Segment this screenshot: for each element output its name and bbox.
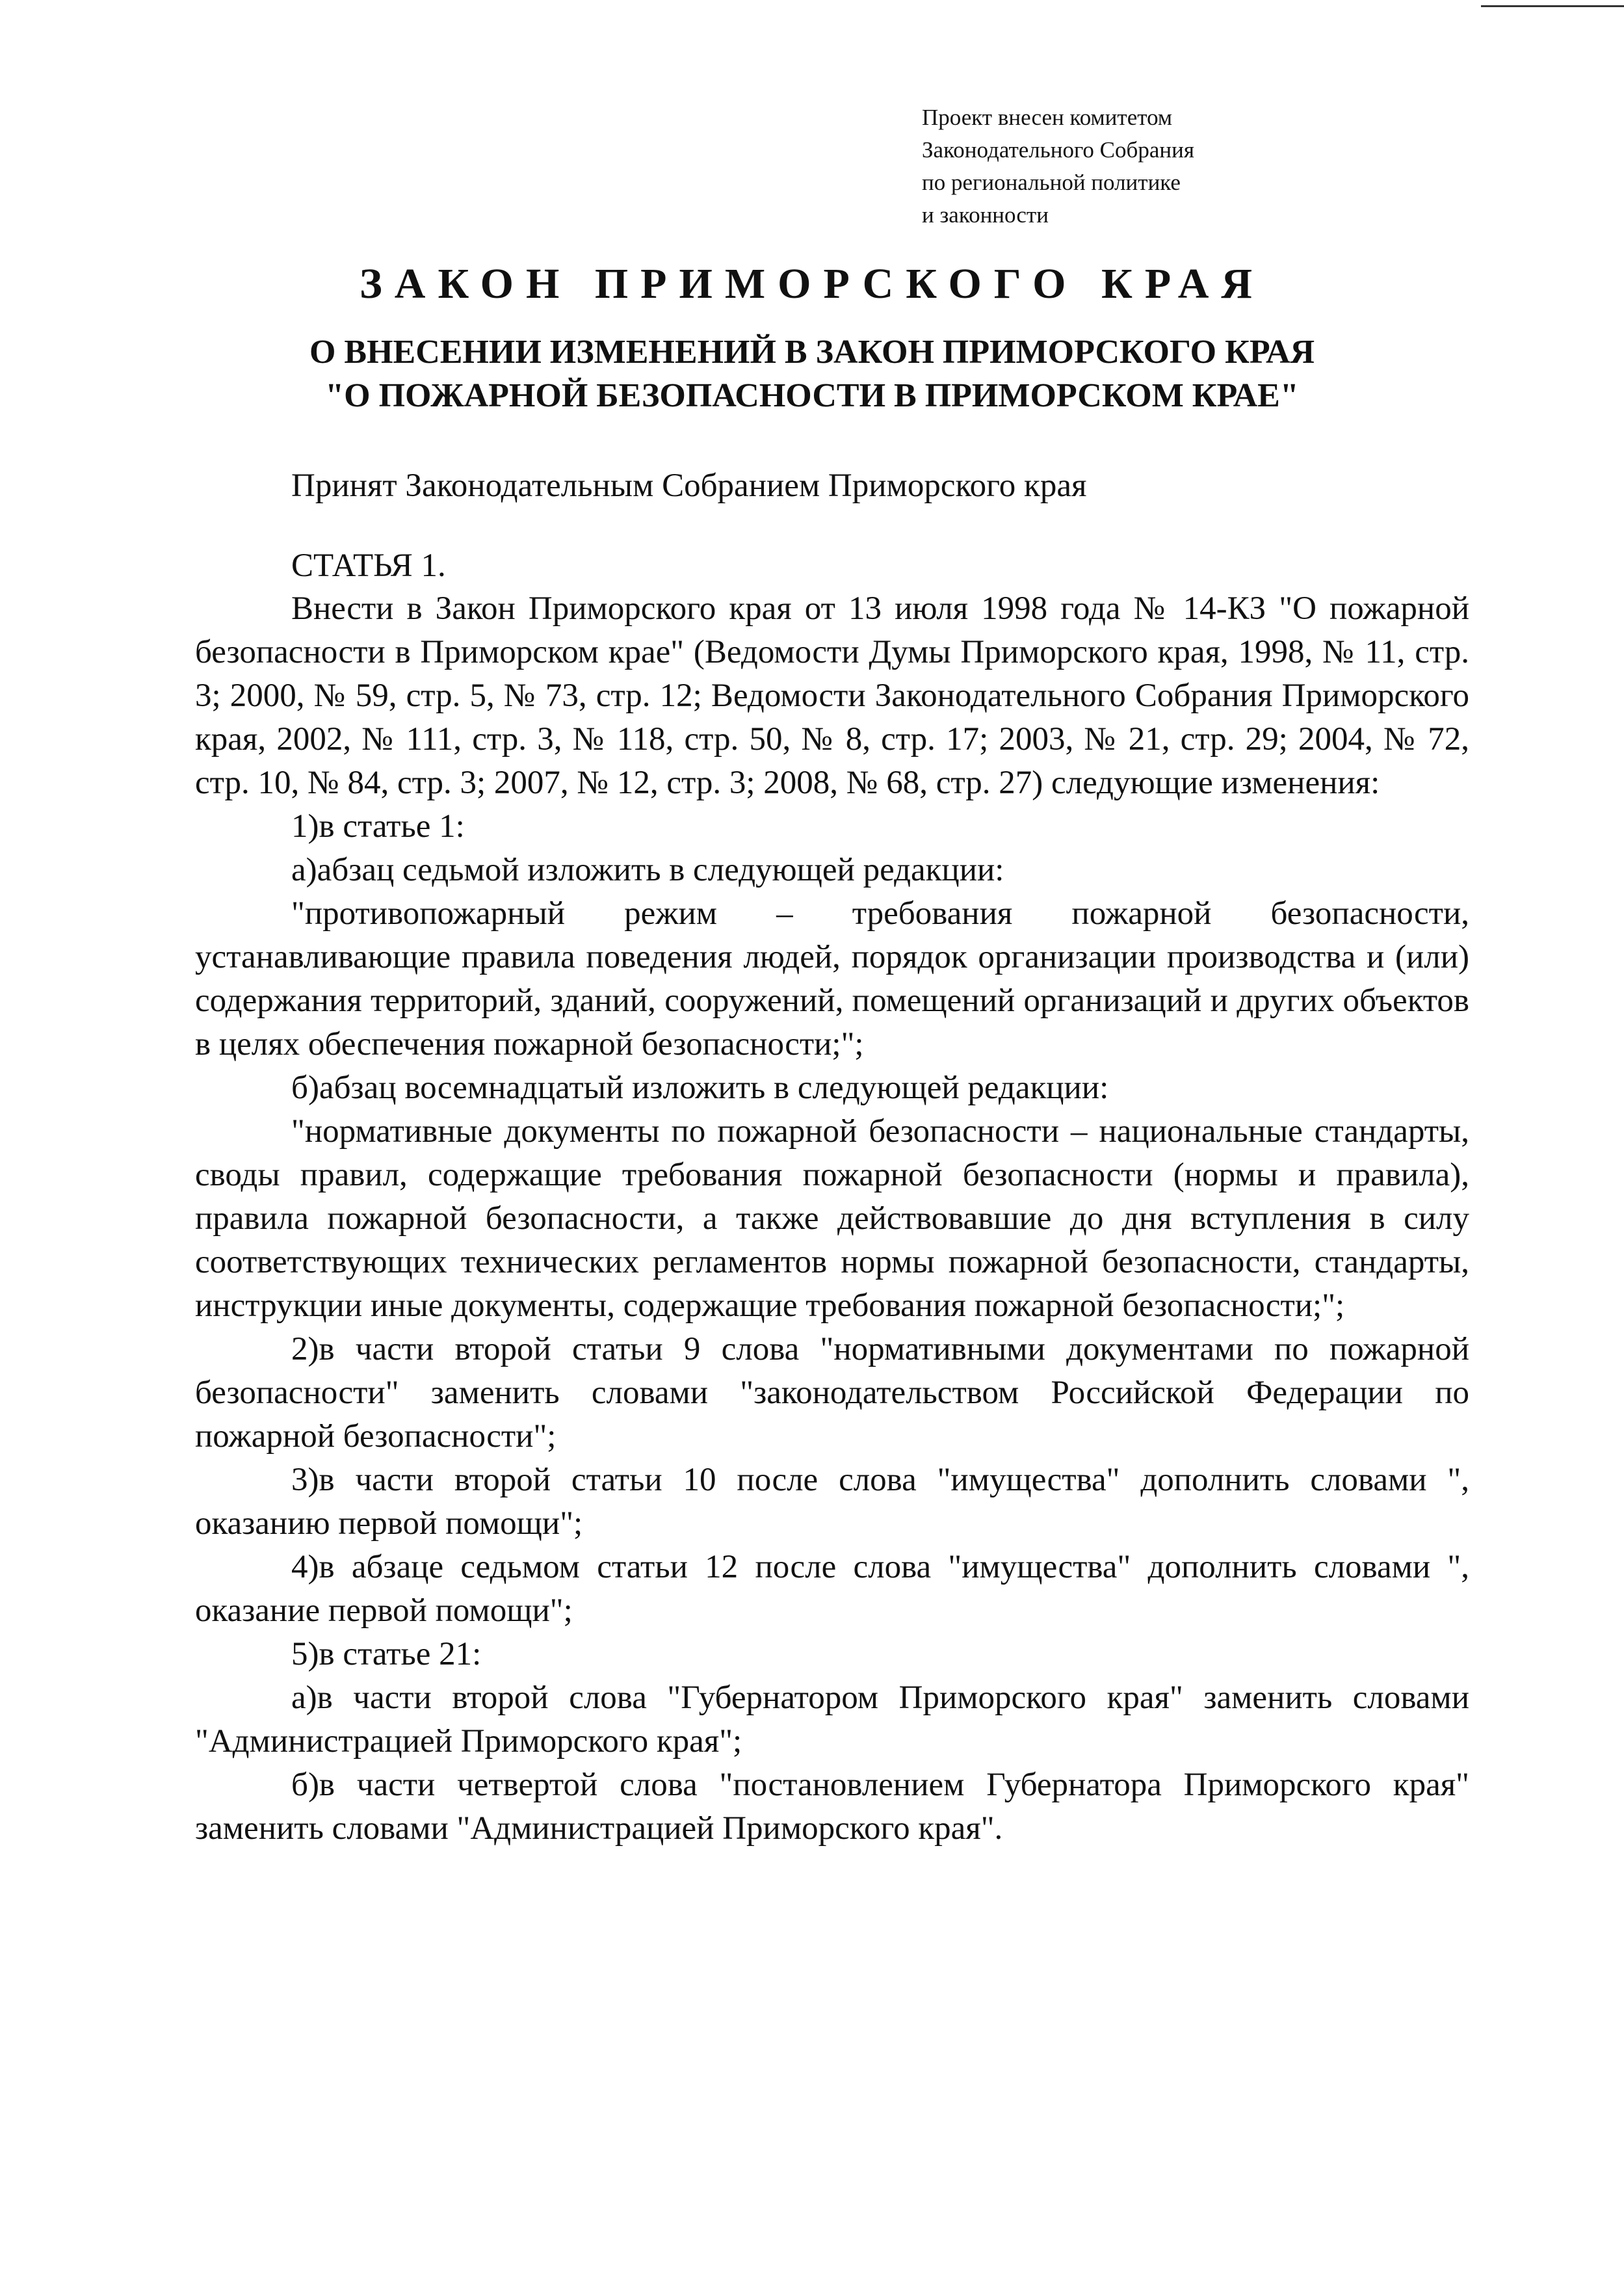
- article-heading: СТАТЬЯ 1.: [291, 547, 446, 584]
- article-paragraph: 5)в статье 21:: [291, 1636, 482, 1672]
- introduced-by-line: и законности: [922, 202, 1049, 228]
- article-paragraph: 1)в статье 1:: [291, 808, 465, 845]
- article-paragraph: "нормативные документы по пожарной безопасности – национальные стандарты, своды правил, содержащие требования пожарной безопасности (нормы и правила), правила пожарной безопасности, а также действовавшие до дня вступления в силу соответствующих технических регламентов нормы пожарной безопасности, стандарты, инструкции иные документы, содержащие требования пожарной безопасности;";: [195, 1113, 1469, 1324]
- law-title: ЗАКОН ПРИМОРСКОГО КРАЯ: [359, 260, 1265, 308]
- article-paragraph: а)абзац седьмой изложить в следующей редакции:: [291, 852, 1004, 888]
- article-paragraph: "противопожарный режим – требования пожарной безопасности, устанавливающие правила поведения людей, порядок организации производства и (или) содержания территорий, зданий, сооружений, помещений организаций и других объектов в целях обеспечения пожарной безопасности;";: [195, 895, 1469, 1062]
- law-subtitle-line: О ВНЕСЕНИИ ИЗМЕНЕНИЙ В ЗАКОН ПРИМОРСКОГО КРАЯ: [309, 334, 1315, 371]
- law-subtitle-line: "О ПОЖАРНОЙ БЕЗОПАСНОСТИ В ПРИМОРСКОМ КРАЕ": [325, 377, 1299, 414]
- law-subtitle: [0, 330, 1624, 417]
- introduced-by-note: [922, 101, 1194, 231]
- article-paragraph: 3)в части второй статьи 10 после слова "имущества" дополнить словами ", оказанию первой помощи";: [195, 1462, 1469, 1542]
- article-paragraph: б)абзац восемнадцатый изложить в следующей редакции:: [291, 1070, 1109, 1106]
- introduced-by-line: Законодательного Собрания: [922, 137, 1194, 163]
- introduced-by-line: Проект внесен комитетом: [922, 105, 1173, 130]
- adopted-by-line: Принят Законодательным Собранием Приморского края: [291, 468, 1087, 504]
- scan-edge-mark: [1481, 5, 1624, 7]
- article-paragraph: б)в части четвертой слова "постановлением Губернатора Приморского края" заменить словами "Администрацией Приморского края".: [195, 1767, 1469, 1847]
- introduced-by-line: по региональной политике: [922, 170, 1181, 195]
- article-paragraph: 2)в части второй статьи 9 слова "нормативными документами по пожарной безопасности" заменить словами "законодательством Российской Федерации по пожарной безопасности";: [195, 1331, 1469, 1455]
- article-paragraph: 4)в абзаце седьмом статьи 12 после слова "имущества" дополнить словами ", оказание первой помощи";: [195, 1549, 1469, 1629]
- article-body: [195, 587, 1469, 1851]
- article-paragraph: Внести в Закон Приморского края от 13 июля 1998 года № 14-КЗ "О пожарной безопасности в Приморском крае" (Ведомости Думы Приморского края, 1998, № 11, стр. 3; 2000, № 59, стр. 5, № 73, стр. 12; Ведомости Законодательного Собрания Приморского края, 2002, № 111, стр. 3, № 118, стр. 50, № 8, стр. 17; 2003, № 21, стр. 29; 2004, № 72, стр. 10, № 84, стр. 3; 2007, № 12, стр. 3; 2008, № 68, стр. 27) следующие изменения:: [195, 590, 1469, 801]
- article-paragraph: а)в части второй слова "Губернатором Приморского края" заменить словами "Администрацией Приморского края";: [195, 1680, 1469, 1760]
